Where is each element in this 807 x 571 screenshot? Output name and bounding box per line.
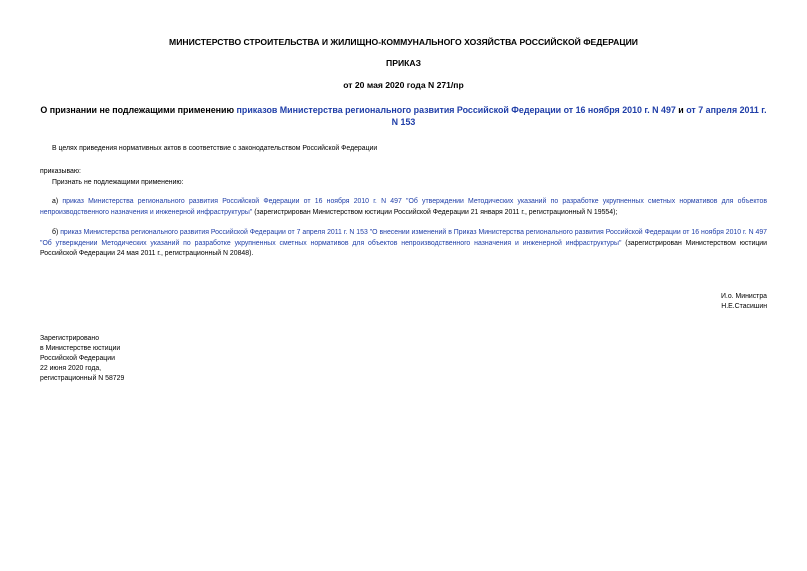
registration-line-3: Российской Федерации	[40, 355, 115, 362]
title-text-start: О признании не подлежащими применению	[40, 105, 237, 115]
registration-line-1: Зарегистрировано	[40, 335, 100, 342]
item-b-link[interactable]: приказ Министерства регионального развития Российской Федерации от 7 апреля 2011 г. N 153 "О внесении изменений в Приказ Министерства регионального развития Российской Федерации от 16 ноября 2010 г. N 497 "Об утверждении Методических указаний по разработке укрупненных сметных нормативов для объектов непроизводственного назначения и инженерной инфраструктуры"	[40, 229, 768, 247]
order-date: от 20 мая 2020 года N 271/пр	[343, 80, 464, 90]
declare-paragraph: Признать не подлежащими применению:	[52, 179, 184, 186]
item-b-paragraph	[40, 228, 767, 260]
document-title	[40, 104, 767, 128]
title-link-order-153[interactable]: от 7 апреля 2011 г. N 153	[391, 105, 767, 127]
title-link-order-497[interactable]: приказов Министерства регионального развития Российской Федерации от 16 ноября 2010 г. N 497	[236, 105, 676, 115]
registration-line-4: 22 июня 2020 года,	[40, 365, 102, 372]
registration-line-2: в Министерстве юстиции	[40, 345, 121, 352]
title-text-and: и	[675, 105, 687, 115]
purpose-paragraph: В целях приведения нормативных актов в соответствие с законодательством Российской Федерации	[52, 145, 378, 152]
item-b-suffix: (зарегистрирован Министерством юстиции Российской Федерации 24 мая 2011 г., регистрационный N 20848).	[40, 239, 767, 257]
decree-word: приказываю:	[40, 168, 81, 175]
item-a-paragraph	[40, 197, 767, 218]
ministry-name: МИНИСТЕРСТВО СТРОИТЕЛЬСТВА И ЖИЛИЩНО-КОММУНАЛЬНОГО ХОЗЯЙСТВА РОССИЙСКОЙ ФЕДЕРАЦИИ	[169, 37, 638, 47]
item-b-prefix: б)	[52, 229, 61, 236]
signatory-name: Н.Е.Стасишин	[721, 303, 767, 310]
item-a-prefix: а)	[52, 198, 63, 205]
item-a-suffix: (зарегистрирован Министерством юстиции Российской Федерации 21 января 2011 г., регистрационный N 19554);	[252, 208, 618, 216]
registration-line-5: регистрационный N 58729	[40, 375, 125, 382]
item-a-link[interactable]: приказ Министерства регионального развития Российской Федерации от 16 ноября 2010 г. N 497 "Об утверждении Методических указаний по разработке укрупненных сметных нормативов для объектов непроизводственного назначения и инженерной инфраструктуры"	[40, 198, 767, 216]
signatory-position: И.о. Министра	[720, 293, 767, 300]
order-heading: ПРИКАЗ	[386, 58, 421, 68]
